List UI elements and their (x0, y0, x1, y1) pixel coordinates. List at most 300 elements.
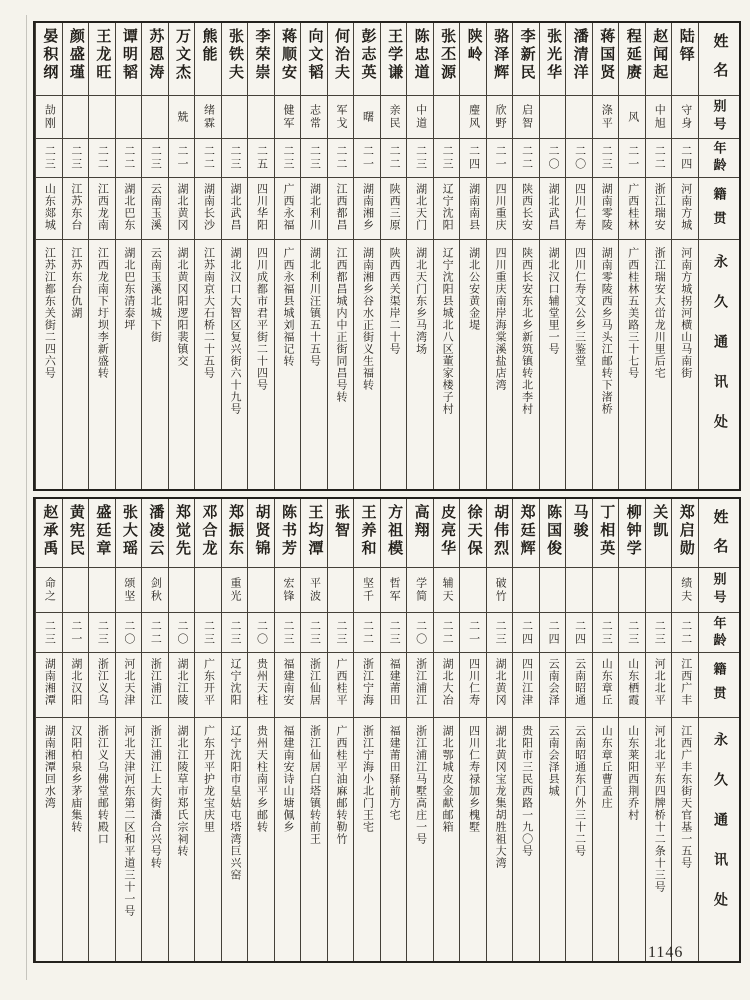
native-place-cell (328, 652, 354, 717)
native-place-cell-text: 湖北天门 (414, 183, 427, 231)
name-cell-text: 马骏 (571, 504, 588, 540)
name-cell (275, 23, 301, 95)
address-cell-text: 湖北江陵草市郑氏宗祠转 (175, 725, 188, 857)
age-cell (407, 612, 433, 652)
address-cell (275, 239, 301, 489)
person-column (459, 23, 486, 489)
address-cell-text: 山东章丘曹孟庄 (600, 725, 613, 809)
alias-cell (381, 95, 407, 138)
address-cell-text: 江西广丰东街天官基一五号 (679, 725, 692, 869)
address-cell-text: 云南玉溪北城下街 (149, 247, 162, 343)
alias-cell (222, 567, 248, 612)
alias-cell-text: 学简 (414, 577, 427, 603)
name-cell (513, 499, 539, 567)
alias-cell-text: 辅天 (441, 577, 454, 603)
age-cell-text: 二一 (626, 145, 639, 171)
row-label-age-text: 年龄 (711, 141, 727, 175)
person-column (274, 499, 301, 961)
alias-cell-text: 坚千 (361, 577, 374, 603)
native-place-cell (407, 177, 433, 239)
alias-cell-text: 军戈 (335, 104, 348, 130)
alias-cell (540, 567, 566, 612)
age-cell (248, 138, 274, 177)
alias-cell (89, 567, 115, 612)
address-cell-text: 湖北天门东乡马湾场 (414, 247, 427, 355)
alias-cell (460, 95, 486, 138)
person-column (618, 23, 645, 489)
person-column (247, 499, 274, 961)
alias-cell (381, 567, 407, 612)
person-column (512, 23, 539, 489)
age-cell-text: 二一 (494, 145, 507, 171)
person-column (433, 23, 460, 489)
age-cell-text: 二一 (467, 619, 480, 646)
alias-cell (619, 95, 645, 138)
native-place-cell-text: 辽宁沈阳 (441, 183, 454, 231)
address-cell (513, 717, 539, 961)
age-cell (301, 138, 327, 177)
alias-cell (63, 567, 89, 612)
native-place-cell-text: 浙江瑞安 (653, 183, 666, 231)
address-cell-text: 福建南安诗山塘佩乡 (282, 725, 294, 833)
person-column (221, 499, 248, 961)
address-cell-text: 江苏江都东关街二四六号 (43, 247, 56, 379)
person-column (115, 499, 142, 961)
alias-cell (513, 567, 539, 612)
person-column (512, 499, 539, 961)
age-cell (169, 138, 195, 177)
age-cell (354, 138, 380, 177)
person-column (35, 23, 62, 489)
address-cell-text: 四川仁寿禄加乡槐墅 (467, 725, 480, 833)
address-cell-text: 广东开平护龙宝庆里 (202, 725, 215, 833)
age-cell (142, 612, 168, 652)
age-cell (381, 138, 407, 177)
age-cell (89, 612, 115, 652)
native-place-cell (142, 652, 168, 717)
native-place-cell-text: 四川仁寿 (573, 183, 586, 231)
person-column (645, 499, 672, 961)
name-cell (381, 23, 407, 95)
alias-cell-text: 健军 (282, 104, 294, 130)
person-column (592, 499, 619, 961)
address-cell (672, 717, 698, 961)
native-place-cell-text: 四川华阳 (255, 183, 268, 231)
person-column (62, 499, 89, 961)
alias-cell-text: 哲军 (388, 577, 401, 603)
name-cell-text: 何治夫 (333, 28, 350, 82)
native-place-cell (540, 652, 566, 717)
name-cell-text: 晏积纲 (41, 28, 58, 82)
alias-cell (328, 95, 354, 138)
person-column (671, 499, 698, 961)
native-place-cell (381, 177, 407, 239)
age-cell (540, 138, 566, 177)
address-cell-text: 浙江浦江上大街潘合兴号转 (149, 725, 162, 869)
native-place-cell-text: 江西广丰 (679, 658, 692, 706)
alias-cell (116, 567, 142, 612)
native-place-cell-text: 河北天津 (122, 658, 135, 706)
age-cell-text: 二二 (202, 145, 215, 171)
native-place-cell (646, 652, 672, 717)
alias-cell (301, 567, 327, 612)
name-cell (672, 499, 698, 567)
name-cell (222, 499, 248, 567)
address-cell-text: 湖北鄂城皮金献邮箱 (441, 725, 454, 833)
name-cell-text: 程延赓 (624, 28, 641, 82)
native-place-cell-text: 广西永福 (282, 183, 294, 231)
address-cell (89, 239, 115, 489)
alias-cell-text: 麈风 (467, 104, 480, 130)
native-place-cell-text: 湖北巴东 (122, 183, 135, 231)
alias-cell (142, 95, 168, 138)
row-label-column (698, 23, 739, 489)
address-cell-text: 浙江义乌佛堂邮转殿口 (96, 725, 109, 845)
age-cell (116, 138, 142, 177)
age-cell-text: 二〇 (414, 619, 427, 646)
address-cell (116, 717, 142, 961)
alias-cell-text: 宏锋 (282, 577, 294, 603)
native-place-cell (434, 177, 460, 239)
alias-cell-text: 中道 (414, 104, 427, 130)
address-cell-text: 辽宁沈阳县城北八区董家楼子村 (441, 247, 454, 415)
age-cell-text: 二三 (96, 619, 109, 646)
address-cell (36, 717, 62, 961)
address-cell-text: 广西永福县城刘福记转 (282, 247, 294, 367)
alias-cell (142, 567, 168, 612)
alias-cell-text: 涤平 (600, 104, 613, 130)
address-cell-text: 湖北黄冈阳逻阳裴镇交 (175, 247, 188, 367)
name-cell (619, 23, 645, 95)
row-label-address-text: 永久通讯处 (712, 254, 727, 454)
alias-cell-text: 命之 (43, 577, 56, 603)
address-cell-text: 汉阳柏泉乡茅庙集转 (69, 725, 82, 833)
age-cell (487, 138, 513, 177)
age-cell (36, 612, 62, 652)
alias-cell-text: 风 (626, 110, 639, 124)
native-place-cell-text: 湖北黄冈 (494, 658, 507, 706)
row-label-address (699, 239, 739, 489)
name-cell (195, 499, 221, 567)
name-cell-text: 郑觉先 (173, 504, 190, 558)
age-cell (593, 612, 619, 652)
alias-cell (248, 95, 274, 138)
person-column (168, 23, 195, 489)
address-cell (116, 239, 142, 489)
address-cell (328, 717, 354, 961)
name-cell (301, 499, 327, 567)
address-cell (593, 239, 619, 489)
name-cell (195, 23, 221, 95)
native-place-cell-text: 云南会泽 (547, 658, 560, 706)
person-column (486, 499, 513, 961)
native-place-cell (275, 652, 301, 717)
name-cell-text: 方祖模 (386, 504, 403, 558)
address-cell-text: 湖北利川汪镇五十五号 (308, 247, 321, 367)
person-column (353, 23, 380, 489)
age-cell (222, 612, 248, 652)
person-column (353, 499, 380, 961)
age-cell-text: 二四 (547, 619, 560, 646)
name-cell-text: 颜盛瑾 (67, 28, 84, 82)
age-cell-text: 二〇 (255, 619, 268, 646)
age-cell-text: 二三 (414, 145, 427, 171)
address-cell (566, 717, 592, 961)
person-column (62, 23, 89, 489)
native-place-cell-text: 广西桂林 (626, 183, 639, 231)
person-column (539, 23, 566, 489)
address-cell (328, 239, 354, 489)
row-label-alias (699, 95, 739, 138)
age-cell-text: 二五 (255, 145, 268, 171)
name-cell (169, 499, 195, 567)
age-cell-text: 二三 (43, 145, 56, 171)
name-cell-text: 丁相英 (598, 504, 615, 558)
age-cell (301, 612, 327, 652)
address-cell-text: 河北北平东四牌桥十二条十三号 (653, 725, 666, 893)
age-cell-text: 二二 (520, 145, 533, 171)
age-cell (89, 138, 115, 177)
name-cell (89, 499, 115, 567)
address-cell-text: 湖北汉口辅堂里一号 (547, 247, 560, 355)
name-cell (434, 23, 460, 95)
alias-cell (646, 95, 672, 138)
person-column (88, 23, 115, 489)
name-cell (89, 23, 115, 95)
name-cell (566, 23, 592, 95)
address-cell-text: 四川仁寿文公乡三鉴堂 (573, 247, 586, 367)
native-place-cell-text: 福建南安 (282, 658, 294, 706)
name-cell (142, 23, 168, 95)
name-cell (540, 499, 566, 567)
native-place-cell (354, 177, 380, 239)
age-cell (619, 612, 645, 652)
age-cell (434, 138, 460, 177)
address-cell-text: 广西桂平油麻邮转勒竹 (335, 725, 348, 845)
alias-cell (36, 95, 62, 138)
name-cell-text: 李荣崇 (253, 28, 270, 82)
directory-table-top (33, 21, 741, 491)
address-cell-text: 河北天津河东第二区和平道三十一号 (122, 725, 135, 917)
page-number: 1146 (648, 944, 684, 961)
person-column (194, 23, 221, 489)
native-place-cell-text: 四川仁寿 (467, 658, 480, 706)
age-cell-text: 二二 (388, 145, 401, 171)
alias-cell (354, 95, 380, 138)
name-cell (487, 23, 513, 95)
address-cell (381, 717, 407, 961)
address-cell (195, 239, 221, 489)
age-cell-text: 二一 (361, 145, 374, 171)
age-cell (566, 138, 592, 177)
address-cell-text: 贵阳市三民西路一九〇号 (520, 725, 533, 857)
alias-cell (487, 567, 513, 612)
address-cell-text: 湖南湘乡谷水正街义生福转 (361, 247, 374, 391)
native-place-cell-text: 湖南湘乡 (361, 183, 374, 231)
native-place-cell (63, 177, 89, 239)
alias-cell (566, 95, 592, 138)
name-cell-text: 高翔 (412, 504, 429, 540)
person-column (274, 23, 301, 489)
age-cell-text: 二二 (679, 619, 692, 646)
address-cell (566, 239, 592, 489)
row-label-name-text: 姓名 (711, 33, 728, 91)
row-label-native (699, 652, 739, 717)
name-cell (646, 499, 672, 567)
age-cell (540, 612, 566, 652)
address-cell (301, 717, 327, 961)
native-place-cell (36, 652, 62, 717)
age-cell (169, 612, 195, 652)
native-place-cell-text: 山东栖霞 (626, 658, 639, 706)
age-cell-text: 二二 (335, 145, 348, 171)
address-cell (248, 717, 274, 961)
name-cell-text: 黄宪民 (67, 504, 84, 558)
address-cell-text: 云南会泽县城 (547, 725, 560, 797)
alias-cell-text: 启智 (520, 104, 533, 130)
age-cell (566, 612, 592, 652)
person-column (194, 499, 221, 961)
row-label-address (699, 717, 739, 961)
row-label-address-text: 永久通讯处 (712, 732, 727, 932)
name-cell-text: 郑廷辉 (518, 504, 535, 558)
alias-cell (619, 567, 645, 612)
name-cell-text: 蒋国贤 (598, 28, 615, 82)
alias-cell (513, 95, 539, 138)
address-cell (540, 717, 566, 961)
alias-cell (487, 95, 513, 138)
age-cell-text: 二三 (43, 619, 56, 646)
alias-cell (275, 567, 301, 612)
native-place-cell-text: 湖北利川 (308, 183, 321, 231)
address-cell (646, 239, 672, 489)
age-cell (222, 138, 248, 177)
name-cell (381, 499, 407, 567)
name-cell (116, 499, 142, 567)
alias-cell (275, 95, 301, 138)
alias-cell (593, 95, 619, 138)
native-place-cell (619, 177, 645, 239)
name-cell-text: 邓合龙 (200, 504, 217, 558)
person-column (247, 23, 274, 489)
alias-cell-text: 曙 (361, 110, 374, 124)
person-column (592, 23, 619, 489)
scan-edge-line (26, 15, 27, 980)
row-label-name (699, 23, 739, 95)
address-cell (487, 239, 513, 489)
name-cell (36, 499, 62, 567)
age-cell (142, 138, 168, 177)
native-place-cell-text: 广西桂平 (335, 658, 348, 706)
native-place-cell (301, 177, 327, 239)
name-cell-text: 关凯 (651, 504, 668, 540)
alias-cell-text: 中旭 (653, 104, 666, 130)
age-cell-text: 二三 (626, 619, 639, 646)
native-place-cell-text: 山东章丘 (600, 658, 613, 706)
alias-cell (195, 567, 221, 612)
alias-cell-text: 平波 (308, 577, 321, 603)
age-cell-text: 二四 (573, 619, 586, 646)
address-cell (513, 239, 539, 489)
native-place-cell-text: 浙江浦江 (149, 658, 162, 706)
native-place-cell-text: 湖南湘潭 (43, 658, 56, 706)
address-cell (354, 239, 380, 489)
age-cell (593, 138, 619, 177)
native-place-cell-text: 四川江津 (520, 658, 533, 706)
age-cell (36, 138, 62, 177)
address-cell-text: 江苏南京大石桥二十五号 (202, 247, 215, 379)
name-cell (142, 499, 168, 567)
age-cell-text: 二四 (679, 145, 692, 171)
native-place-cell (487, 177, 513, 239)
native-place-cell (222, 652, 248, 717)
person-column (300, 499, 327, 961)
age-cell-text: 二二 (96, 145, 109, 171)
name-cell-text: 王龙旺 (94, 28, 111, 82)
native-place-cell-text: 江西都昌 (335, 183, 348, 231)
row-label-alias (699, 567, 739, 612)
age-cell-text: 二三 (308, 619, 321, 646)
name-cell-text: 陆铎 (677, 28, 694, 64)
alias-cell-text: 绩夫 (679, 577, 692, 603)
name-cell-text: 皮亮华 (439, 504, 456, 558)
native-place-cell-text: 浙江宁海 (361, 658, 374, 706)
age-cell (354, 612, 380, 652)
name-cell (248, 499, 274, 567)
name-cell-text: 张大瑶 (120, 504, 137, 558)
age-cell (434, 612, 460, 652)
name-cell-text: 张丕源 (439, 28, 456, 82)
alias-cell (169, 95, 195, 138)
age-cell (672, 612, 698, 652)
native-place-cell-text: 浙江浦江 (414, 658, 427, 706)
address-cell (169, 239, 195, 489)
native-place-cell-text: 辽宁沈阳 (228, 658, 241, 706)
alias-cell (222, 95, 248, 138)
age-cell (407, 138, 433, 177)
address-cell-text: 湖北公安黄金堤 (467, 247, 480, 331)
native-place-cell (222, 177, 248, 239)
person-column (459, 499, 486, 961)
person-column (406, 23, 433, 489)
age-cell-text: 二二 (122, 145, 135, 171)
native-place-cell-text: 湖南零陵 (600, 183, 613, 231)
address-cell-text: 江西龙南下圩坝李新盛转 (96, 247, 109, 379)
age-cell (460, 612, 486, 652)
name-cell (566, 499, 592, 567)
address-cell (619, 239, 645, 489)
native-place-cell-text: 湖北江陵 (175, 658, 188, 706)
address-cell (222, 717, 248, 961)
age-cell (487, 612, 513, 652)
person-column (565, 23, 592, 489)
alias-cell-text: 守身 (679, 104, 692, 130)
native-place-cell-text: 四川重庆 (494, 183, 507, 231)
name-cell (540, 23, 566, 95)
alias-cell (36, 567, 62, 612)
alias-cell (248, 567, 274, 612)
address-cell (434, 239, 460, 489)
native-place-cell (593, 177, 619, 239)
native-place-cell-text: 浙江义乌 (96, 658, 109, 706)
native-place-cell (248, 652, 274, 717)
address-cell-text: 陕西长安东北乡新筑镇转北李村 (520, 247, 533, 415)
age-cell-text: 二一 (175, 145, 188, 171)
native-place-cell (619, 652, 645, 717)
name-cell (487, 499, 513, 567)
name-cell-text: 蒋顺安 (280, 28, 296, 82)
row-label-age-text: 年龄 (711, 615, 727, 650)
